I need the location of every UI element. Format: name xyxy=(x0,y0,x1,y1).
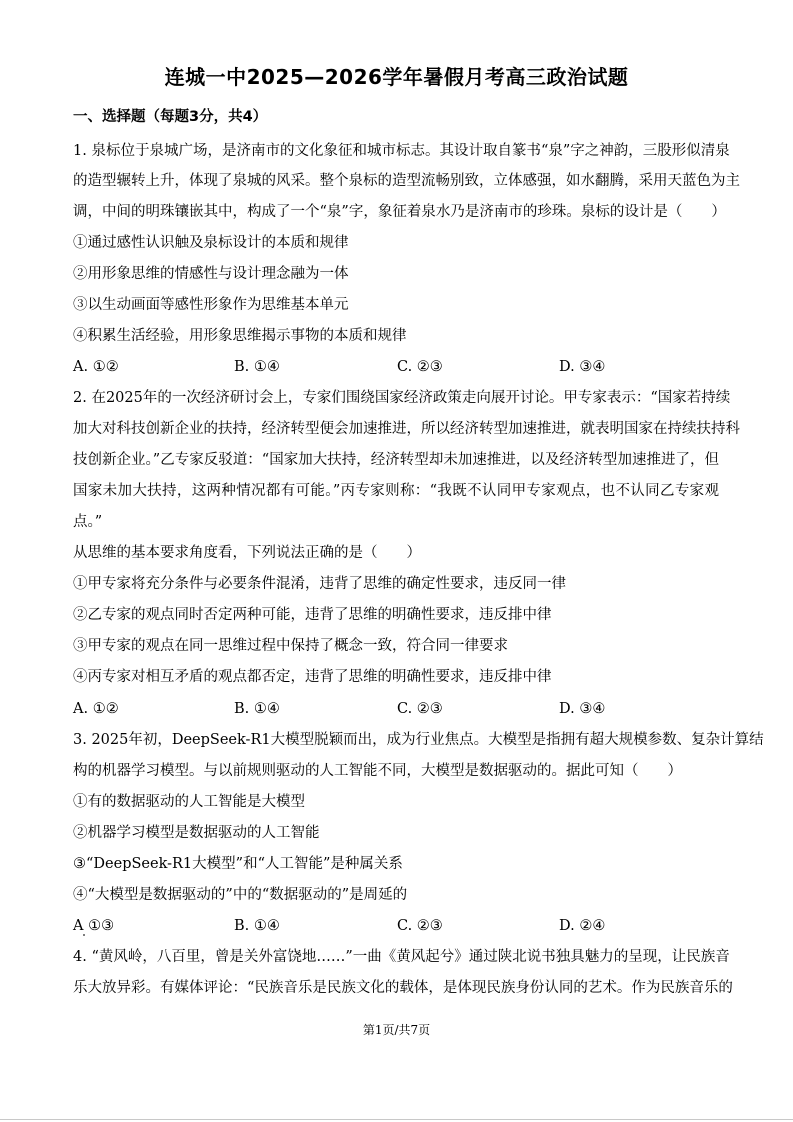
q4-stem-line: 4. “黄风岭，八百里，曾是关外富饶地……”一曲《黄风起兮》通过陕北说书独具魅力的呈现，让民族音 xyxy=(73,949,730,965)
q1-stem-line: 1. 泉标位于泉城广场，是济南市的文化象征和城市标志。其设计取自篆书“泉”字之神韵，三股形似清泉 xyxy=(73,143,730,159)
q1-item: ②用形象思维的情感性与设计理念融为一体 xyxy=(73,266,349,282)
page-footer: 第1页/共7页 xyxy=(362,1023,431,1037)
q2-stem-line: 国家未加大扶持，这两种情况都有可能。”丙专家则称：“我既不认同甲专家观点，也不认同乙专家观 xyxy=(73,483,719,499)
q1-option-b[interactable]: B. ①④ xyxy=(234,359,280,375)
q3-item: ①有的数据驱动的人工智能是大模型 xyxy=(73,794,305,810)
q2-option-a[interactable]: A. ①② xyxy=(73,701,119,717)
q3-option-c[interactable]: C. ②③ xyxy=(397,918,443,934)
q2-option-d[interactable]: D. ③④ xyxy=(559,701,606,717)
q2-item: ②乙专家的观点同时否定两种可能，违背了思维的明确性要求，违反排中律 xyxy=(73,607,552,623)
q4-stem-line: 乐大放异彩。有媒体评论：“民族音乐是民族文化的载体，是体现民族身份认同的艺术。作为民族音乐的 xyxy=(73,980,733,996)
q2-stem-line: 从思维的基本要求角度看，下列说法正确的是（ ） xyxy=(73,545,421,561)
q2-item: ④丙专家对相互矛盾的观点都否定，违背了思维的明确性要求，违反排中律 xyxy=(73,669,552,685)
q1-stem-line: 的造型辗转上升，体现了泉城的风采。整个泉标的造型流畅别致，立体感强，如水翻腾，采用天蓝色为主 xyxy=(73,173,740,189)
q2-option-b[interactable]: B. ①④ xyxy=(234,701,280,717)
q1-item: ①通过感性认识触及泉标设计的本质和规律 xyxy=(73,235,349,251)
q2-option-c[interactable]: C. ②③ xyxy=(397,701,443,717)
q3-option-b[interactable]: B. ①④ xyxy=(234,918,280,934)
stray-mark xyxy=(83,934,85,936)
q3-option-a[interactable]: A ①③ xyxy=(73,918,115,934)
q1-option-c[interactable]: C. ②③ xyxy=(397,359,443,375)
page-bottom-divider xyxy=(0,1119,793,1120)
q1-stem-line: 调，中间的明珠镶嵌其中，构成了一个“泉”字，象征着泉水乃是济南市的珍珠。泉标的设计是（ ） xyxy=(73,204,726,220)
q2-stem-line: 2. 在2025年的一次经济研讨会上，专家们围绕国家经济政策走向展开讨论。甲专家表示：“国家若持续 xyxy=(73,390,731,406)
q3-stem-line: 3. 2025年初，DeepSeek-R1大模型脱颖而出，成为行业焦点。大模型是指拥有超大规模参数、复杂计算结 xyxy=(73,732,764,748)
q3-item: ③“DeepSeek-R1大模型”和“人工智能”是种属关系 xyxy=(73,856,403,872)
q2-item: ①甲专家将充分条件与必要条件混淆，违背了思维的确定性要求，违反同一律 xyxy=(73,576,566,592)
q1-item: ③以生动画面等感性形象作为思维基本单元 xyxy=(73,297,349,313)
q3-item: ②机器学习模型是数据驱动的人工智能 xyxy=(73,825,320,841)
q3-stem-line: 构的机器学习模型。与以前规则驱动的人工智能不同，大模型是数据驱动的。据此可知（ ） xyxy=(73,763,682,779)
q1-item: ④积累生活经验，用形象思维揭示事物的本质和规律 xyxy=(73,328,407,344)
q2-item: ③甲专家的观点在同一思维过程中保持了概念一致，符合同一律要求 xyxy=(73,638,508,654)
q3-option-d[interactable]: D. ②④ xyxy=(559,918,606,934)
section-heading: 一、选择题（每题3分，共4） xyxy=(73,109,268,125)
q1-option-a[interactable]: A. ①② xyxy=(73,359,119,375)
page-title: 连城一中2025—2026学年暑假月考高三政治试题 xyxy=(164,65,629,89)
q2-stem-line: 技创新企业。”乙专家反驳道：“国家加大扶持，经济转型却未加速推进，以及经济转型加速推进了，但 xyxy=(73,452,719,468)
q3-item: ④“大模型是数据驱动的”中的“数据驱动的”是周延的 xyxy=(73,887,408,903)
q1-option-d[interactable]: D. ③④ xyxy=(559,359,606,375)
q2-stem-line: 点。” xyxy=(73,514,103,530)
q2-stem-line: 加大对科技创新企业的扶持，经济转型便会加速推进，所以经济转型加速推进，就表明国家在持续扶持科 xyxy=(73,421,740,437)
